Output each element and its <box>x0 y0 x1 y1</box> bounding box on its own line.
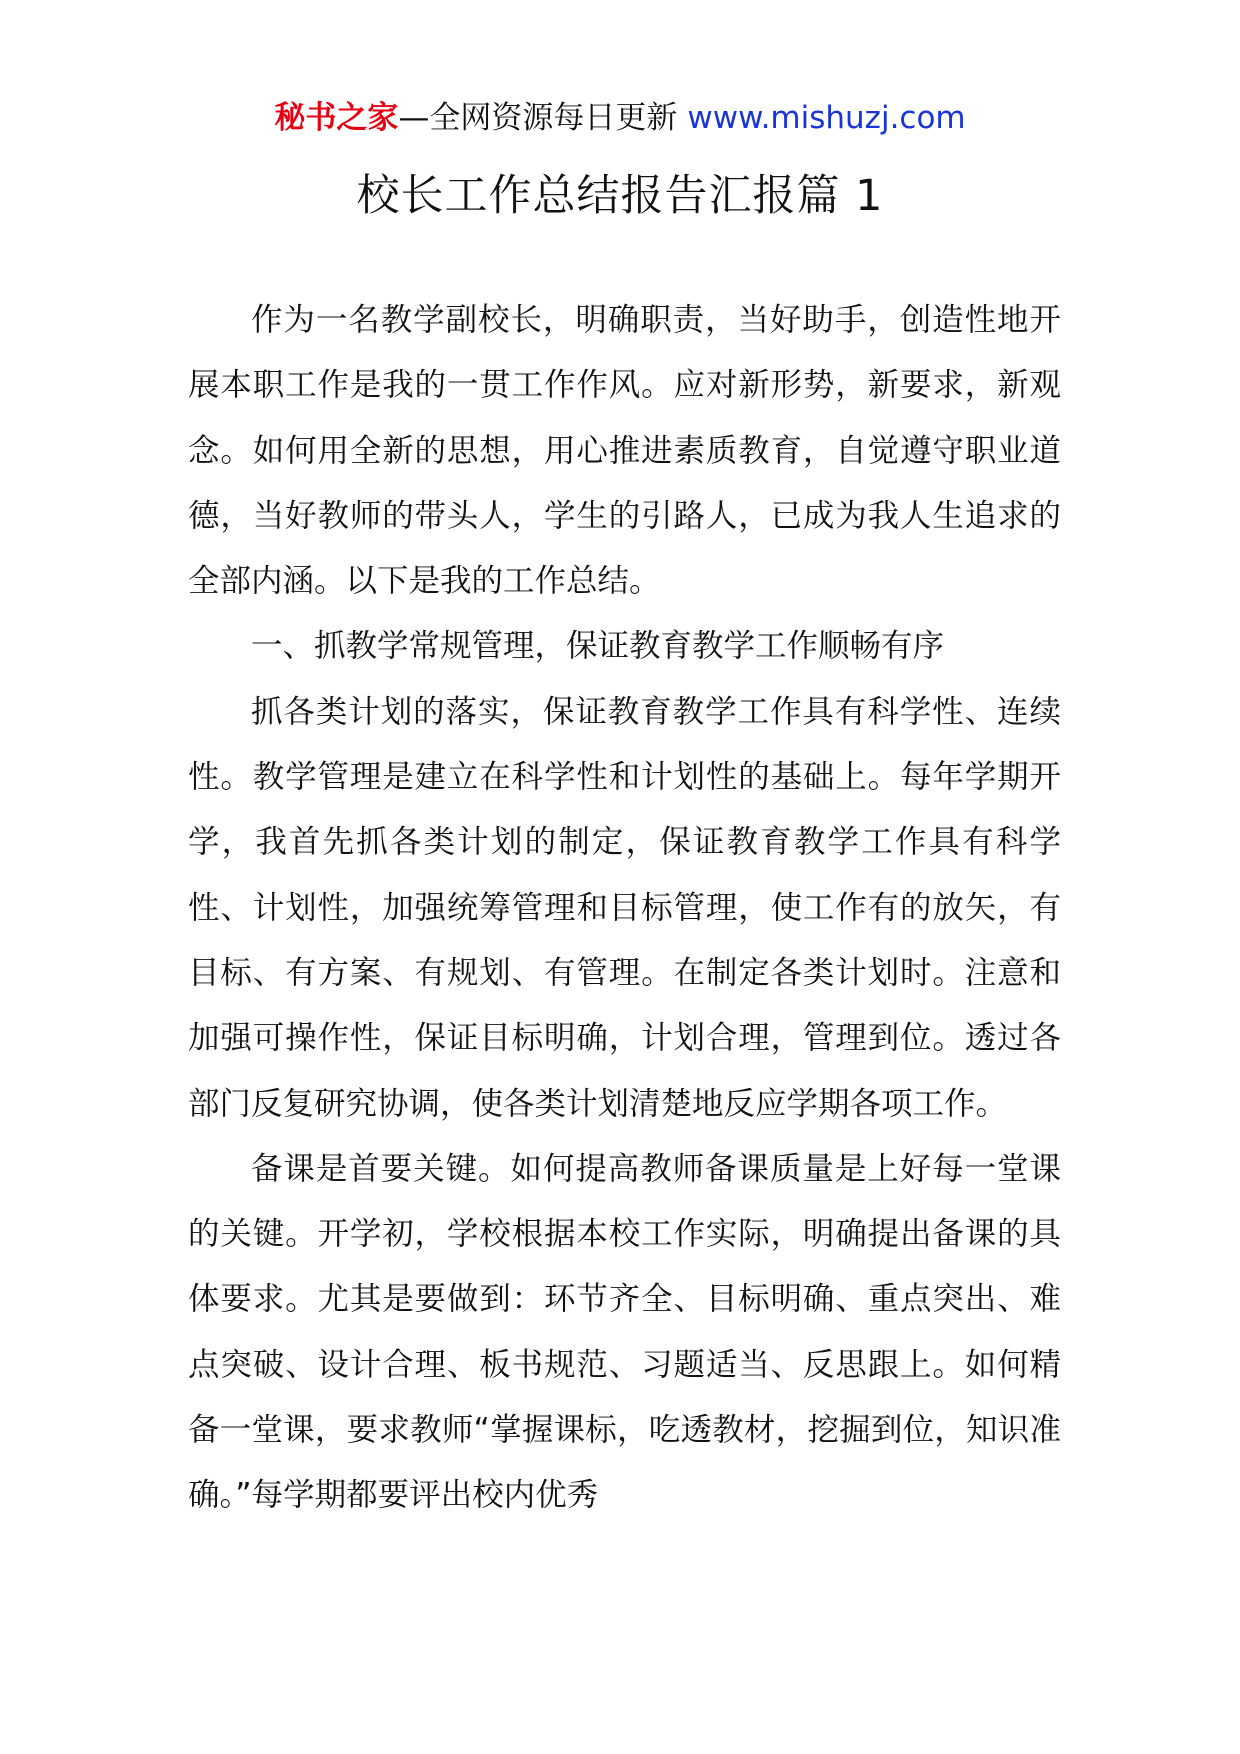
site-url-link[interactable]: www.mishuzj.com <box>687 100 966 136</box>
paragraph-planning: 抓各类计划的落实，保证教育教学工作具有科学性、连续性。教学管理是建立在科学性和计划性的基础上。每年学期开学，我首先抓各类计划的制定，保证教育教学工作具有科学性、计划性，加强统筹管理和目标管理，使工作有的放矢，有目标、有方案、有规划、有管理。在制定各类计划时。注意和加强可操作性，保证目标明确，计划合理，管理到位。透过各部门反复研究协调，使各类计划清楚地反应学期各项工作。 <box>188 693 1061 1122</box>
header-slogan: —全网资源每日更新 <box>398 100 678 136</box>
document-title: 校长工作总结报告汇报篇 1 <box>356 171 884 221</box>
site-header <box>0 98 1240 138</box>
document-body <box>188 288 1061 1529</box>
paragraph-intro: 作为一名教学副校长，明确职责，当好助手，创造性地开展本职工作是我的一贯工作作风。应对新形势，新要求，新观念。如何用全新的思想，用心推进素质教育，自觉遵守职业道德，当好教师的带头人，学生的引路人，已成为我人生追求的全部内涵。以下是我的工作总结。 <box>188 302 1061 600</box>
paragraph-lesson-prep: 备课是首要关键。如何提高教师备课质量是上好每一堂课的关键。开学初，学校根据本校工作实际，明确提出备课的具体要求。尤其是要做到：环节齐全、目标明确、重点突出、难点突破、设计合理、板书规范、习题适当、反思跟上。如何精备一堂课，要求教师“掌握课标，吃透教材，挖掘到位，知识准确。”每学期都要评出校内优秀 <box>188 1150 1061 1514</box>
section-heading-1: 一、抓教学常规管理，保证教育教学工作顺畅有序 <box>251 628 945 665</box>
brand-name: 秘书之家 <box>274 100 399 136</box>
